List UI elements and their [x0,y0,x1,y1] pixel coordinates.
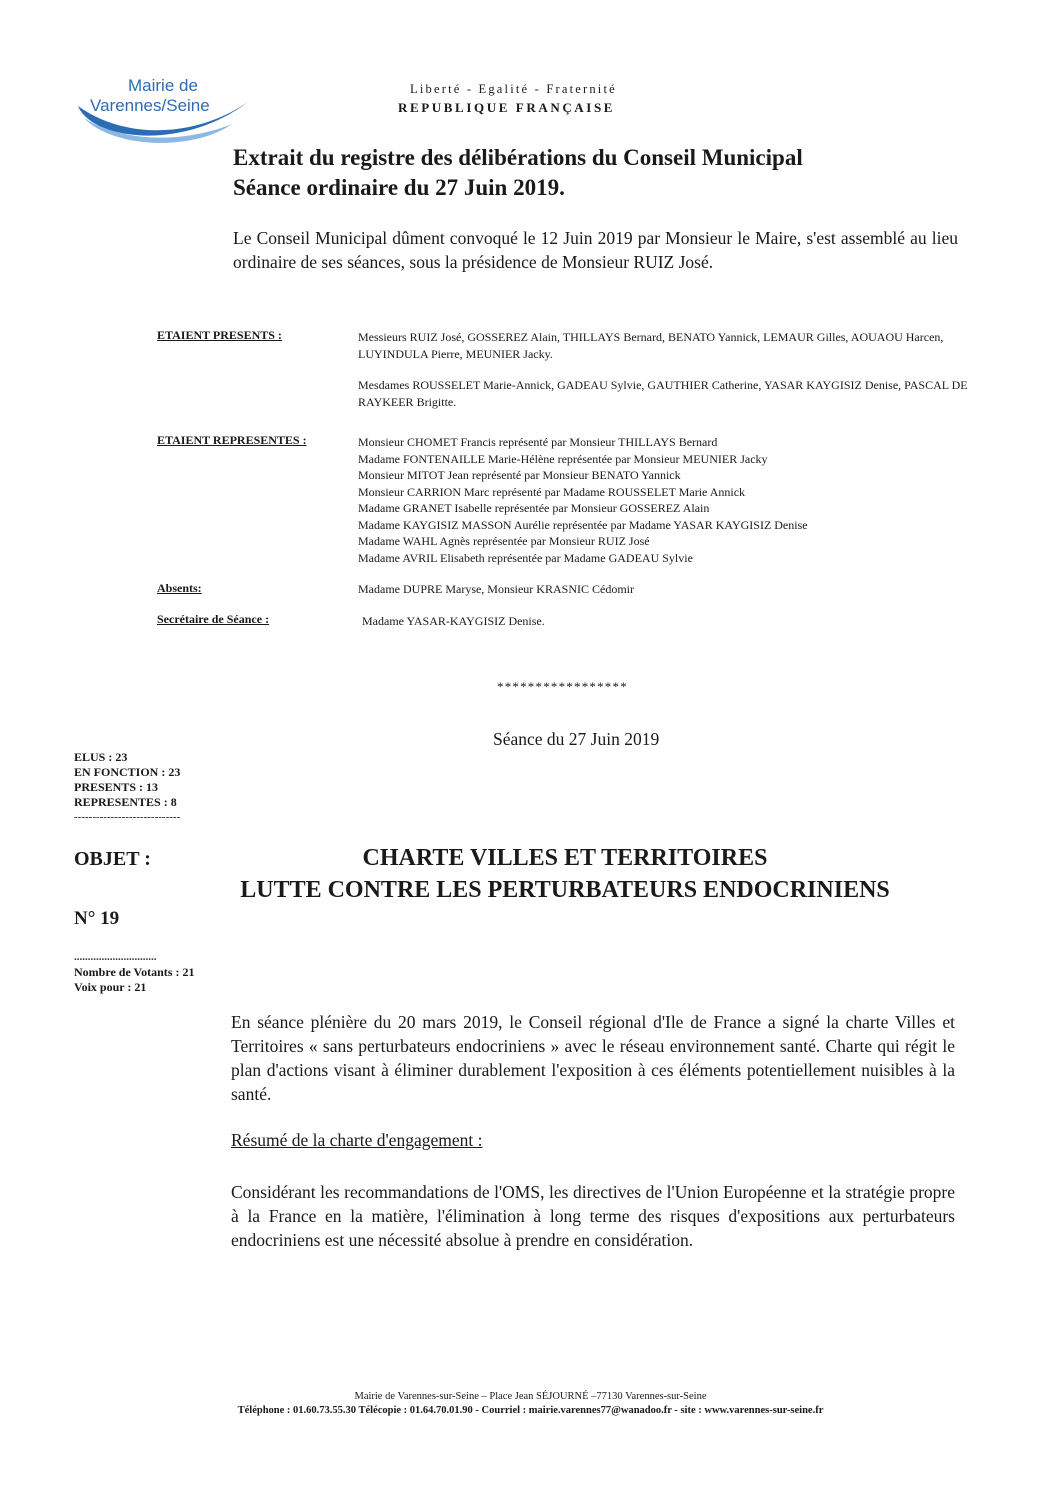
presents-messieurs: Messieurs RUIZ José, GOSSEREZ Alain, THILLAYS Bernard, BENATO Yannick, LEMAUR Gilles, AOUAOU Harcen, LUYINDULA Pierre, MEUNIER Jacky. [358,330,944,361]
presents-label: ETAIENT PRESENTS : [157,328,282,342]
title-line-1: Extrait du registre des délibérations du Conseil Municipal [233,145,803,170]
count-presents: PRESENTS : 13 [74,780,159,794]
member-counts [74,750,180,825]
count-voix-pour: Voix pour : 21 [74,980,147,994]
list-item: Madame FONTENAILLE Marie-Hélène représentée par Monsieur MEUNIER Jacky [358,451,768,466]
subject-line-1: CHARTE VILLES ET TERRITOIRES [362,845,768,871]
list-item: Monsieur MITOT Jean représenté par Monsieur BENATO Yannick [358,468,681,482]
representes-label: ETAIENT REPRESENTES : [157,433,307,447]
list-item: Madame AVRIL Elisabeth représentée par Madame GADEAU Sylvie [358,550,693,565]
deliberation-number: N° 19 [74,908,120,929]
count-votants: Nombre de Votants : 21 [74,965,195,979]
seance-date: Séance du 27 Juin 2019 [493,729,660,749]
footer-address: Mairie de Varennes-sur-Seine – Place Jean SÉJOURNÉ –77130 Varennes-sur-Seine [354,1391,707,1402]
list-item: Madame GRANET Isabelle représentée par Monsieur GOSSEREZ Alain [358,501,710,515]
list-item: Monsieur CARRION Marc représenté par Madame ROUSSELET Marie Annick [358,484,746,499]
votes-rule: .............................. [74,951,157,963]
absents-label: Absents: [157,581,202,595]
list-item: Madame WAHL Agnès représentée par Monsieur RUIZ José [358,534,650,548]
objet-subject [160,842,970,906]
intro-paragraph: Le Conseil Municipal dûment convoqué le 12 Juin 2019 par Monsieur le Maire, s'est assemblé au lieu ordinaire de ses séances, sous la présidence de Monsieur RUIZ José. [233,228,958,272]
absents-value: Madame DUPRE Maryse, Monsieur KRASNIC Cédomir [358,582,634,596]
representes-list [358,434,978,566]
resume-heading: Résumé de la charte d'engagement : [231,1130,483,1150]
secretaire-label: Secrétaire de Séance : [157,612,270,626]
list-item: Madame KAYGISIZ MASSON Aurélie représentée par Madame YASAR KAYGISIZ Denise [358,517,808,532]
footer-contact: Téléphone : 01.60.73.55.30 Télécopie : 01.64.70.01.90 - Courriel : mairie.varennes77@wanadoo.fr - site : www.varennes-sur-seine.fr [237,1405,824,1416]
presents-mesdames: Mesdames ROUSSELET Marie-Annick, GADEAU Sylvie, GAUTHIER Catherine, YASAR KAYGISIZ Denise, PASCAL DE RAYKEER Brigitte. [358,378,968,409]
count-representes: REPRESENTES : 8 [74,795,177,809]
list-item: Monsieur CHOMET Francis représenté par Monsieur THILLAYS Bernard [358,435,718,449]
title-line-2: Séance ordinaire du 27 Juin 2019. [233,175,565,200]
count-en-fonction: EN FONCTION : 23 [74,765,181,779]
document-title [233,143,803,203]
separator-stars: ***************** [497,679,628,694]
logo-line-2: Varennes/Seine [90,96,210,115]
republic-motto: Liberté - Egalité - Fraternité [410,82,617,96]
counts-rule: ----------------------------- [74,811,181,823]
body-paragraph-1: En séance plénière du 20 mars 2019, le Conseil régional d'Ile de France a signé la charte Villes et Territoires « sans perturbateurs endocriniens » avec le réseau environnement santé. Charte qui régit le plan d'actions visant à éliminer durablement l'exposition à ces éléments potentiellement nuisibles à la santé. [231,1012,955,1104]
republic-name: REPUBLIQUE FRANÇAISE [398,100,616,115]
vote-counts [74,950,194,995]
count-elus: ELUS : 23 [74,750,128,764]
logo-line-1: Mairie de [128,76,198,95]
body-paragraph-2: Considérant les recommandations de l'OMS, les directives de l'Union Européenne et la stratégie propre à la France en la matière, l'élimination à long terme des risques d'expositions aux perturbateurs endocriniens est une nécessité absolue à prendre en considération. [231,1182,955,1250]
secretaire-value: Madame YASAR-KAYGISIZ Denise. [362,614,545,628]
objet-label: OBJET : [74,848,151,870]
subject-line-2: LUTTE CONTRE LES PERTURBATEURS ENDOCRINIENS [240,877,890,903]
